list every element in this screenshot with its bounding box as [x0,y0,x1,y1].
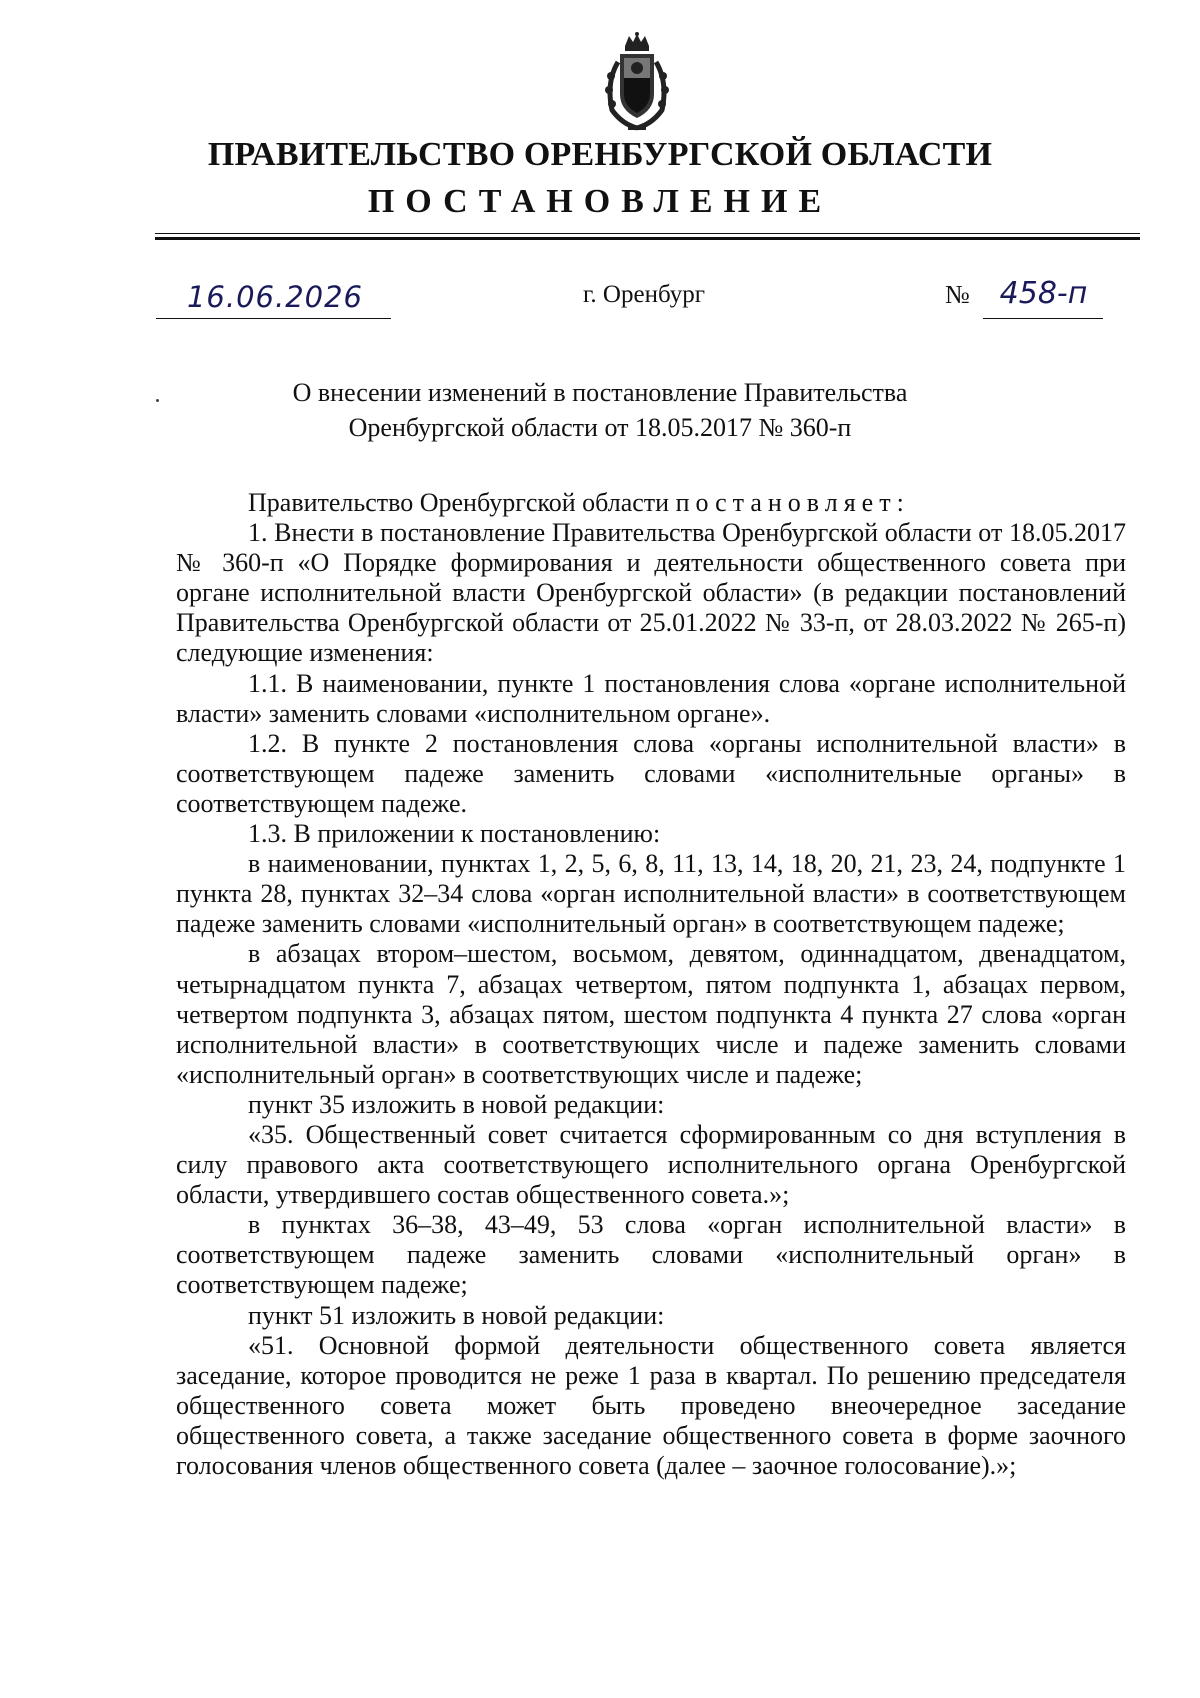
subject-line-2: Оренбургской области от 18.05.2017 № 360-п [348,413,852,442]
intro-text: Правительство Оренбургской области [248,488,676,517]
paragraph-1-2: 1.2. В пункте 2 постановления слова «органы исполнительной власти» в соответствующем падеже заменить словами «исполнительные органы» в соответствующем падеже. [176,728,1126,818]
subject-line-1: О внесении изменений в постановление Правительства [292,378,908,407]
document-date: 16.06.2026 [186,280,364,314]
paragraph-appendix-a: в наименовании, пунктах 1, 2, 5, 6, 8, 11, 13, 14, 18, 20, 21, 23, 24, подпункте 1 пункта 28, пунктах 32–34 слова «орган исполнительной власти» в соответствующем падеже заменить словами «исполнительный орган» в соответствующем падеже; [176,849,1126,939]
paragraph-appendix-d: «35. Общественный совет считается сформированным со дня вступления в силу правового акта соответствующего исполнительного органа Оренбургской области, утвердившего состав общественного совета.»; [176,1119,1126,1210]
date-underline [156,318,391,319]
paragraph-1: 1. Внести в постановление Правительства Оренбургской области от 18.05.2017 № 360-п «О Порядке формирования и деятельности общественного совета при органе исполнительной власти Оренбургской области» (в редакции постановлений Правительства Оренбургской области от 25.01.2022 № 33-п, от 28.03.2022 № 265-п) следующие изменения: [176,518,1126,668]
paragraph-1-3: 1.3. В приложении к постановлению: [248,819,661,849]
intro-resolves: постановляет: [675,488,910,517]
government-title: ПРАВИТЕЛЬСТВО ОРЕНБУРГСКОЙ ОБЛАСТИ [207,136,993,173]
intro-paragraph [176,488,1126,518]
paragraph-appendix-f: пункт 51 изложить в новой редакции: [248,1300,665,1330]
paragraph-appendix-e: в пунктах 36–38, 43–49, 53 слова «орган исполнительной власти» в соответствующем падеже заменить словами «исполнительный орган» в соответствующем падеже; [176,1210,1126,1300]
paragraph-appendix-g: «51. Основной формой деятельности общественного совета является заседание, которое проводится не реже 1 раза в квартал. По решению председателя общественного совета может быть проведено внеочередное заседание общественного совета, а также заседание общественного совета в форме заочного голосования членов общественного совета (далее – заочное голосование).»; [176,1330,1126,1480]
header-divider-thin [155,233,1140,234]
document-number: 458-п [999,276,1088,311]
document-body [176,488,1126,1481]
coat-of-arms-icon [598,32,676,132]
paragraph-appendix-c: пункт 35 изложить в новой редакции: [248,1089,665,1119]
number-underline [983,318,1103,319]
document-type: ПОСТАНОВЛЕНИЕ [367,183,833,220]
document-city: г. Оренбург [583,281,705,308]
paragraph-appendix-b: в абзацах втором–шестом, восьмом, девятом, одиннадцатом, двенадцатом, четырнадцатом пункта 7, абзацах четвертом, пятом подпункта 1, абзацах первом, четвертом подпункта 3, абзацах пятом, шестом подпункта 4 пункта 27 слова «орган исполнительной власти» в соответствующих числе и падеже заменить словами «исполнительный орган» в соответствующих числе и падеже; [176,939,1126,1089]
document-subject [0,375,1200,445]
number-sign: № [945,280,970,309]
paragraph-1-1: 1.1. В наименовании, пункте 1 постановления слова «органе исполнительной власти» заменить словами «исполнительном органе». [176,668,1126,728]
header-divider-thick [155,237,1140,240]
